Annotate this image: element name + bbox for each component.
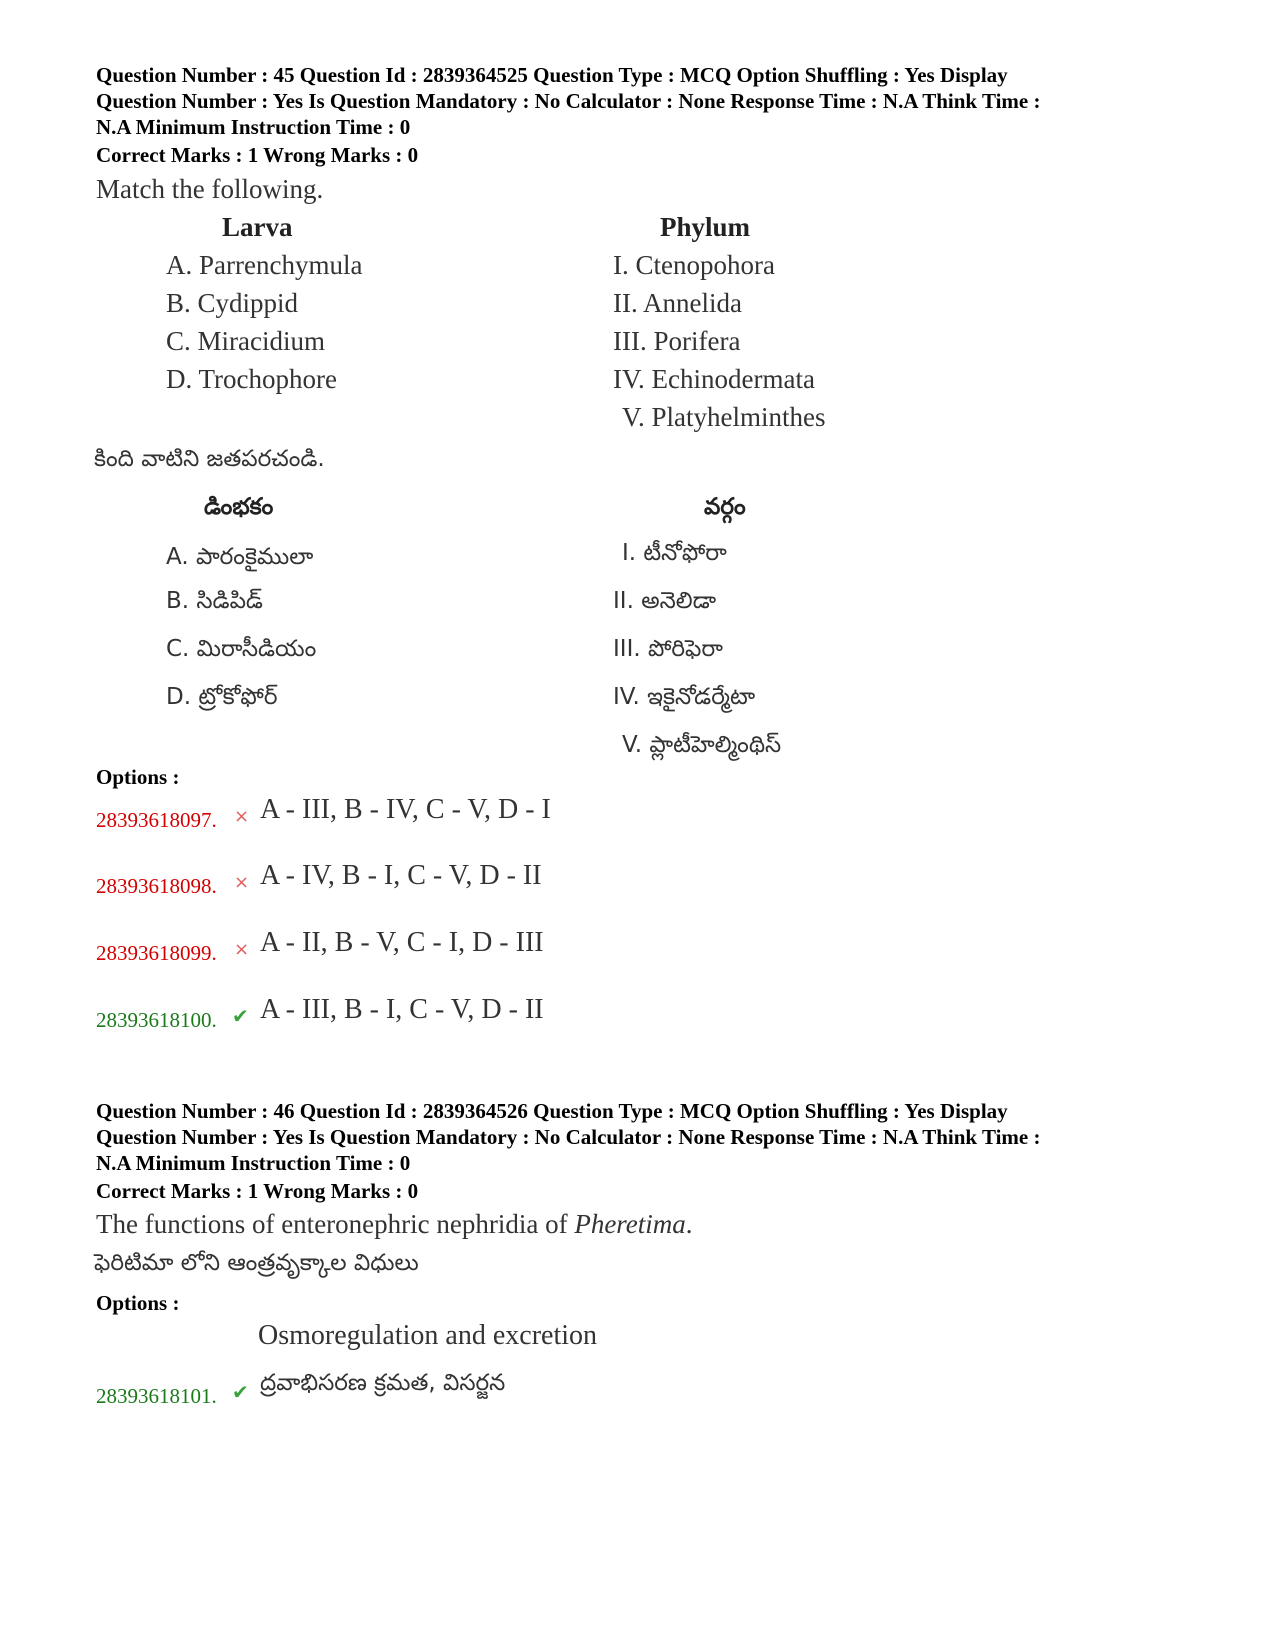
q46-meta-line1: Question Number : 46 Question Id : 2839364526 Question Type : MCQ Option Shuffling : Yes Display	[96, 1099, 1008, 1123]
q45-phylum-i-te: I. టీనోఫోరా	[622, 540, 727, 566]
check-icon: ✔	[232, 1380, 249, 1404]
q45-marks: Correct Marks : 1 Wrong Marks : 0	[96, 143, 419, 167]
q46-option-1[interactable]	[96, 1370, 696, 1410]
q45-col1-head-en: Larva	[222, 212, 293, 242]
q45-phylum-iii-te: III. పోరిఫెరా	[613, 636, 723, 662]
q45-col2-head-en: Phylum	[660, 212, 751, 242]
q46-prompt-italic: Pheretima	[574, 1209, 686, 1239]
option-id: 28393618100.	[96, 1008, 217, 1032]
question-46-meta	[96, 1098, 1196, 1176]
q46-meta-line2: Question Number : Yes Is Question Mandatory : No Calculator : None Response Time : N.A Think Time :	[96, 1125, 1041, 1149]
option-text: A - II, B - V, C - I, D - III	[260, 927, 544, 958]
q45-larva-b-te: B. సిడిపిడ్	[166, 588, 263, 614]
option-id: 28393618097.	[96, 808, 217, 832]
q46-prompt-en: The functions of enteronephric nephridia of Pheretima.	[96, 1209, 693, 1239]
q45-larva-d-te: D. ట్రోకోఫోర్	[166, 684, 278, 710]
q45-larva-c: C. Miracidium	[166, 326, 325, 356]
wrong-icon: ×	[234, 872, 250, 893]
q45-larva-c-te: C. మిరాసీడియం	[166, 636, 317, 662]
q45-phylum-iv: IV. Echinodermata	[613, 364, 815, 394]
option-id: 28393618099.	[96, 941, 217, 965]
q45-col1-head-te: డింభకం	[204, 494, 274, 520]
q45-phylum-i: I. Ctenopohora	[613, 250, 775, 280]
q45-prompt-te: కింది వాటిని జతపరచండి.	[94, 446, 325, 472]
q45-phylum-ii-te: II. అనెలిడా	[613, 588, 717, 614]
q45-meta-line1: Question Number : 45 Question Id : 2839364525 Question Type : MCQ Option Shuffling : Yes Display	[96, 63, 1008, 87]
q46-marks: Correct Marks : 1 Wrong Marks : 0	[96, 1179, 419, 1203]
option-id: 28393618101.	[96, 1384, 217, 1408]
question-45-meta	[96, 62, 1196, 140]
wrong-icon: ×	[234, 806, 250, 827]
q45-col2-head-te: వర్గం	[704, 494, 746, 520]
option-text-te: ద్రవాభిసరణ క్రమత, విసర్జన	[260, 1370, 506, 1396]
q45-phylum-ii: II. Annelida	[613, 288, 742, 318]
option-id: 28393618098.	[96, 874, 217, 898]
option-text: A - IV, B - I, C - V, D - II	[260, 860, 542, 891]
q45-options-label: Options :	[96, 765, 180, 789]
q46-option-1-text-en: Osmoregulation and excretion	[258, 1320, 598, 1351]
option-text: A - III, B - IV, C - V, D - I	[260, 794, 551, 825]
q45-phylum-v-te: V. ప్లాటీహెల్మింథిస్	[622, 732, 782, 758]
q45-phylum-iii: III. Porifera	[613, 326, 741, 356]
q45-phylum-v: V. Platyhelminthes	[622, 402, 826, 432]
q45-phylum-iv-te: IV. ఇకైనోడర్మేటా	[613, 684, 756, 710]
q46-meta-line3: N.A Minimum Instruction Time : 0	[96, 1151, 411, 1175]
check-icon: ✔	[232, 1004, 249, 1028]
q46-prompt-te: ఫెరిటిమా లోని ఆంత్రవృక్కాల విధులు	[94, 1250, 419, 1276]
q45-larva-d: D. Trochophore	[166, 364, 338, 394]
q45-larva-b: B. Cydippid	[166, 288, 299, 318]
wrong-icon: ×	[234, 939, 250, 960]
q45-prompt-en: Match the following.	[96, 174, 324, 204]
q45-meta-line3: N.A Minimum Instruction Time : 0	[96, 115, 411, 139]
q45-meta-line2: Question Number : Yes Is Question Mandatory : No Calculator : None Response Time : N.A Think Time :	[96, 89, 1041, 113]
q45-larva-a-te: A. పారంకైములా	[166, 544, 314, 570]
option-text: A - III, B - I, C - V, D - II	[260, 994, 544, 1025]
q45-larva-a: A. Parrenchymula	[166, 250, 363, 280]
q46-options-label: Options :	[96, 1291, 180, 1315]
